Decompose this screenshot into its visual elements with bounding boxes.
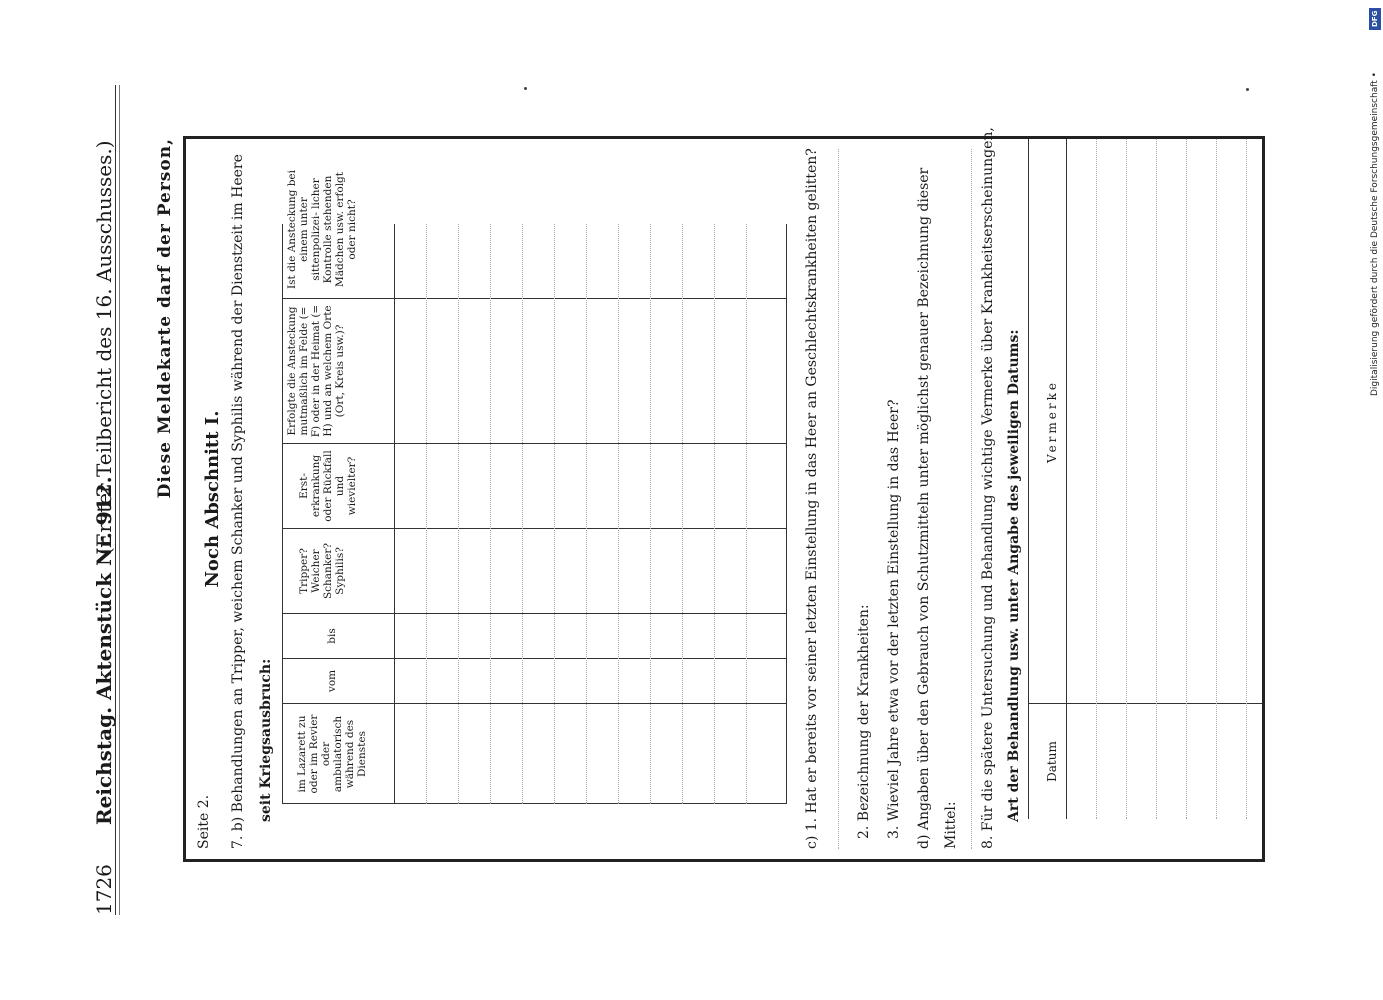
ruled-line: [1126, 139, 1127, 819]
question-d: d) Angaben über den Gebrauch von Schutzmitteln unter möglichst genauer Bezeichnung dieser: [916, 167, 932, 849]
col-header-kontrolle: Ist die Ansteckung bei einem unter sittenpolizei- licher Kontrolle stehenden Mädchen usw. erfolgt oder nicht?: [286, 170, 358, 290]
header-rule: [115, 85, 116, 915]
question-c1: c) 1. Hat er bereits vor seiner letzten Einstellung in das Heer an Geschlechtskrankheiten gelitten?: [804, 148, 820, 849]
ruled-line: [490, 224, 491, 804]
answer-line: [838, 149, 839, 849]
table-rule: [282, 298, 786, 299]
ruled-line: [1246, 139, 1247, 819]
ruled-line: [1186, 139, 1187, 819]
ruled-line: [458, 224, 459, 804]
ruled-line: [522, 224, 523, 804]
col-header-bis: bis: [326, 628, 338, 644]
table-rule: [1066, 139, 1067, 819]
ruled-line: [1156, 139, 1157, 819]
question-d-cont: Mittel:: [943, 801, 959, 849]
ruled-line: [746, 224, 747, 804]
document-title: Reichstag. Aktenstück Nr. 912.: [92, 476, 116, 825]
question-8: 8. Für die spätere Untersuchung und Behandlung wichtige Vermerke über Krankheitserscheinungen,: [980, 127, 996, 849]
table-rule: [394, 224, 395, 804]
digitization-credit: Digitalisierung gefördert durch die Deutsche Forschungsgemeinschaft •: [1370, 72, 1380, 396]
table-rule: [282, 613, 786, 614]
ruled-line: [1216, 139, 1217, 819]
table-rule: [282, 658, 786, 659]
table-rule: [282, 443, 786, 444]
col-header-vermerke: Vermerke: [1045, 380, 1059, 463]
ruled-line: [426, 224, 427, 804]
col-header-ansteckung: Erfolgte die Ansteckung mutmaßlich im Felde (= F) oder in der Heimat (= H) und an welchem Orte (Ort, Kreis usw.)?: [286, 304, 346, 438]
table-rule: [282, 703, 786, 704]
page-number: 1726: [92, 864, 116, 915]
col-header-disease: Tripper? Weicher Schanker? Syphilis?: [298, 542, 346, 600]
col-header-vom: vom: [326, 669, 338, 693]
question-c2: 2. Bezeichnung der Krankheiten:: [856, 604, 872, 839]
ruled-line: [682, 224, 683, 804]
table-rule: [1028, 703, 1262, 704]
ruled-line: [618, 224, 619, 804]
header-rule: [119, 85, 120, 915]
document-subtitle: (Erster Teilbericht des 16. Ausschusses.): [92, 140, 116, 555]
col-header-datum: Datum: [1045, 741, 1059, 782]
ruled-line: [586, 224, 587, 804]
table-rule: [1028, 139, 1029, 819]
question-8-cont: Art der Behandlung usw. unter Angabe des jeweiligen Datums:: [1006, 329, 1022, 822]
table-rule: [786, 224, 787, 804]
card-notice: Diese Meldekarte darf der Person,: [155, 138, 175, 499]
ruled-line: [714, 224, 715, 804]
question-c3: 3. Wieviel Jahre etwa vor der letzten Einstellung in das Heer?: [886, 399, 902, 839]
answer-line: [971, 149, 972, 849]
section-title: Noch Abschnitt I.: [202, 410, 223, 588]
table-rule: [282, 224, 283, 804]
ruled-line: [650, 224, 651, 804]
dfg-logo: DFG: [1369, 8, 1381, 30]
ruled-line: [554, 224, 555, 804]
col-header-lazarett: im Lazarett zu oder im Revier oder ambulatorisch während des Dienstes: [296, 714, 368, 794]
table-rule: [282, 803, 786, 804]
question-7b: 7. b) Behandlungen an Tripper, weichem Schanker und Syphilis während der Dienstzeit im Heere: [230, 154, 246, 849]
ruled-line: [1096, 139, 1097, 819]
page-label: Seite 2.: [196, 794, 212, 849]
table-rule: [282, 528, 786, 529]
question-7b-cont: seit Kriegsausbruch:: [258, 658, 274, 822]
form-frame: [183, 127, 1265, 862]
col-header-erstkrankung: Erst- erkrankung oder Rückfall und wievielter?: [298, 450, 358, 522]
